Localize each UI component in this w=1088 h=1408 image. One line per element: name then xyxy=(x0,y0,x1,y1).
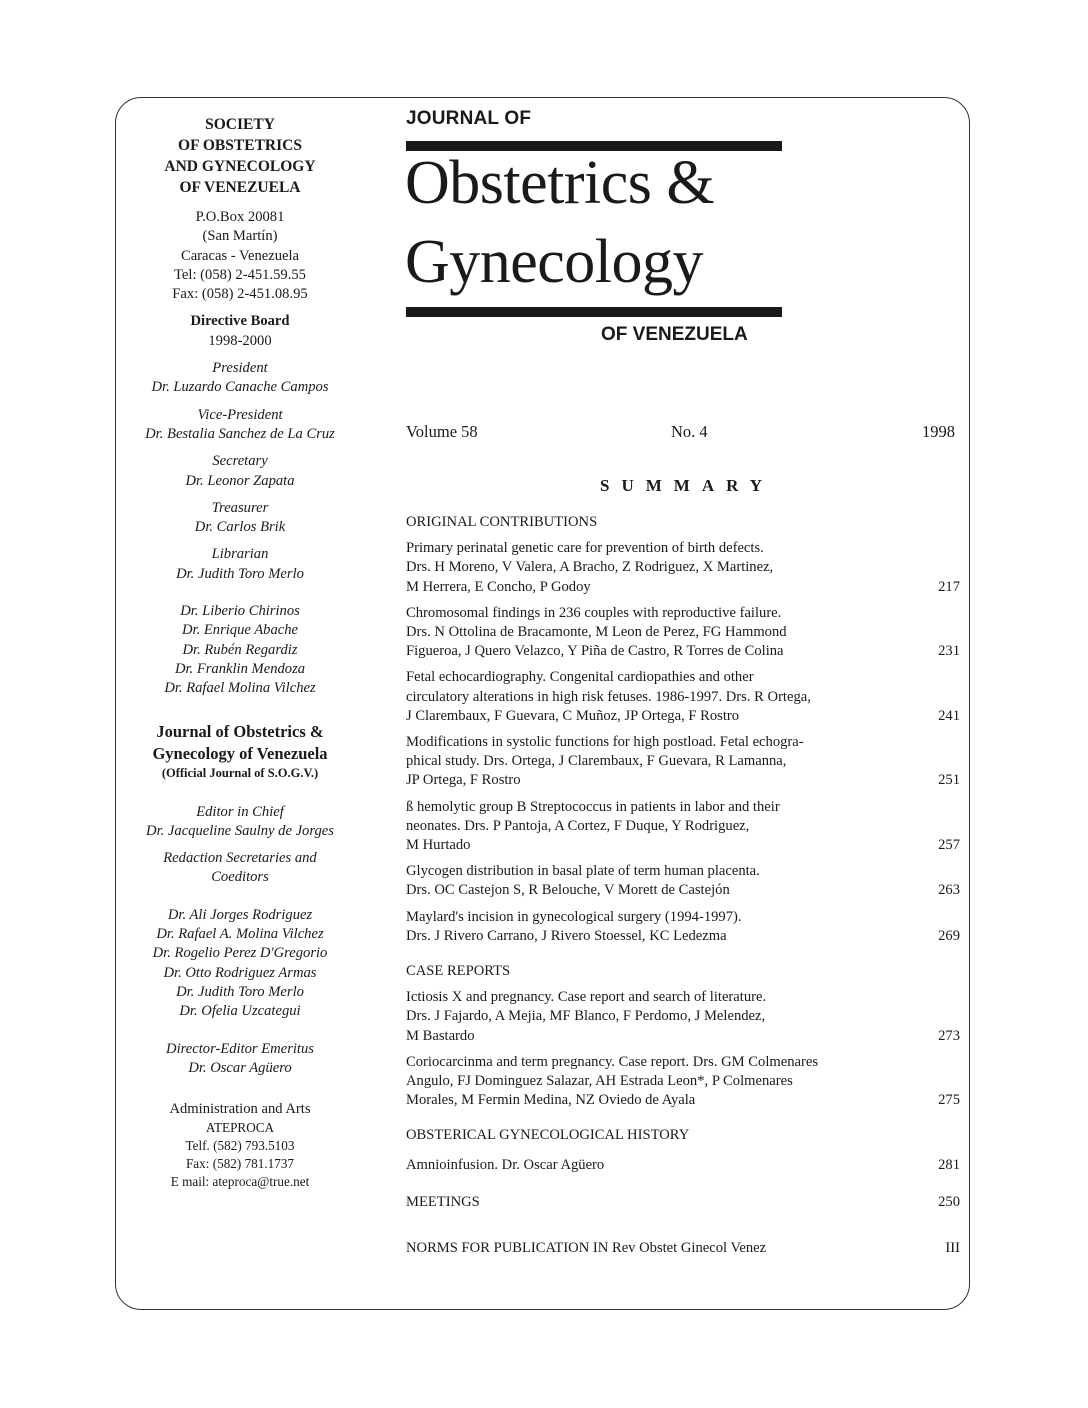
journal-official-title: Journal of Obstetrics & Gynecology of Venezuela (Official Journal of S.O.G.V.) xyxy=(152,721,328,780)
directive-board: Directive Board 1998-2000 xyxy=(190,313,290,349)
issue-number: No. 4 xyxy=(671,422,708,441)
toc-entry[interactable]: Maylard's incision in gynecological surgery (1994-1997). Drs. J Rivero Carrano, J Rivero Stoessel, KC Ledezma 269 xyxy=(406,908,960,946)
section-heading-history: OBSTERICAL GYNECOLOGICAL HISTORY xyxy=(406,1127,690,1144)
redaction-secretaries: Redaction Secretaries and Coeditors xyxy=(163,850,317,886)
officer-treasurer: Treasurer Dr. Carlos Brik xyxy=(194,499,286,536)
toc-page-number: 231 xyxy=(938,643,960,660)
director-editor-emeritus: Director-Editor Emeritus Dr. Oscar Agüero xyxy=(166,1040,314,1076)
toc-page-number: 275 xyxy=(938,1092,960,1109)
administration-block: Administration and Arts ATEPROCA Telf. (582) 793.5103 Fax: (582) 781.1737 E mail: ateproca@true.net xyxy=(169,1101,311,1190)
toc-page-number: 217 xyxy=(938,578,960,595)
toc-page-number: 250 xyxy=(938,1193,960,1210)
toc-page-number: 273 xyxy=(938,1027,960,1044)
toc-page-number: 263 xyxy=(938,882,960,899)
toc-page-number: 257 xyxy=(938,837,960,854)
toc-page-number: 269 xyxy=(938,927,960,944)
toc-entry-norms[interactable]: NORMS FOR PUBLICATION IN Rev Obstet Ginecol Venez III xyxy=(406,1239,960,1258)
editor-in-chief: Editor in Chief Dr. Jacqueline Saulny de Jorges xyxy=(146,803,334,839)
masthead-title-line1: Obstetrics & xyxy=(405,149,715,217)
coeditors-list: Dr. Ali Jorges Rodriguez Dr. Rafael A. Molina Vilchez Dr. Rogelio Perez D'Gregorio Dr. Otto Rodriguez Armas Dr. Judith Toro Merlo Dr. Ofelia Uzcategui xyxy=(152,906,328,1020)
section-heading-case-reports: CASE REPORTS xyxy=(406,963,511,980)
toc-entry[interactable]: Modifications in systolic functions for high postload. Fetal echogra- phical study. Drs. Ortega, J Clarembaux, F Guevara, R Lamanna, JP Ortega, F Rostro 251 xyxy=(406,733,960,791)
toc-page-number: III xyxy=(945,1240,960,1257)
toc-page-number: 251 xyxy=(938,772,960,789)
toc-entry[interactable]: Chromosomal findings in 236 couples with reproductive failure. Drs. N Ottolina de Bracamonte, M Leon de Perez, FG Hammond Figueroa, J Quero Velazco, Y Piña de Castro, R Torres de Colina 231 xyxy=(406,604,960,662)
officer-vice-president: Vice-President Dr. Bestalia Sanchez de La Cruz xyxy=(145,406,335,442)
table-of-contents xyxy=(406,513,960,1258)
toc-entry[interactable]: Amnioinfusion. Dr. Oscar Agüero 281 xyxy=(406,1156,960,1175)
toc-entry[interactable]: Primary perinatal genetic care for prevention of birth defects. Drs. H Moreno, V Valera, A Bracho, Z Rodriguez, X Martinez, M Herrera, E Concho, P Godoy 217 xyxy=(406,539,960,597)
masthead-rule-bottom xyxy=(406,307,782,317)
masthead-sidebar xyxy=(118,114,362,1191)
masthead-of-venezuela: OF VENEZUELA xyxy=(601,324,748,345)
toc-page-number: 281 xyxy=(938,1156,960,1173)
officer-librarian: Librarian Dr. Judith Toro Merlo xyxy=(176,546,304,582)
toc-entry[interactable]: Ictiosis X and pregnancy. Case report and search of literature. Drs. J Fajardo, A Mejia, MF Blanco, F Perdomo, J Melendez, M Bastardo 273 xyxy=(406,988,960,1046)
board-members: Dr. Liberio Chirinos Dr. Enrique Abache Dr. Rubén Regardiz Dr. Franklin Mendoza Dr. Rafael Molina Vilchez xyxy=(164,603,316,697)
society-name: SOCIETY OF OBSTETRICS AND GYNECOLOGY OF VENEZUELA xyxy=(164,116,316,196)
society-address: P.O.Box 20081 (San Martín) Caracas - Venezuela Tel: (058) 2-451.59.55 Fax: (058) 2-451.08.95 xyxy=(172,209,308,303)
masthead-journal-of: JOURNAL OF xyxy=(406,108,532,129)
toc-entry-meetings[interactable]: MEETINGS 250 xyxy=(406,1193,960,1212)
officer-president: President Dr. Luzardo Canache Campos xyxy=(151,360,329,396)
section-heading-original: ORIGINAL CONTRIBUTIONS xyxy=(406,514,598,530)
toc-page-number: 241 xyxy=(938,707,960,724)
summary-heading: SUMMARY xyxy=(600,476,775,495)
toc-entry[interactable]: Glycogen distribution in basal plate of term human placenta. Drs. OC Castejon S, R Belouche, V Morett de Castejón 263 xyxy=(406,862,960,900)
toc-entry[interactable]: Coriocarcinma and term pregnancy. Case report. Drs. GM Colmenares Angulo, FJ Dominguez Salazar, AH Estrada Leon*, P Colmenares Morales, M Fermin Medina, NZ Oviedo de Ayala 275 xyxy=(406,1053,960,1111)
toc-entry[interactable]: ß hemolytic group B Streptococcus in patients in labor and their neonates. Drs. P Pantoja, A Cortez, F Duque, Y Rodriguez, M Hurtado 257 xyxy=(406,798,960,856)
masthead-title-line2: Gynecology xyxy=(405,228,704,296)
issue-volume: Volume 58 xyxy=(406,422,478,441)
officer-secretary: Secretary Dr. Leonor Zapata xyxy=(185,453,295,489)
issue-year: 1998 xyxy=(922,422,955,441)
toc-entry[interactable]: Fetal echocardiography. Congenital cardiopathies and other circulatory alterations in high risk fetuses. 1986-1997. Drs. R Ortega, J Clarembaux, F Guevara, C Muñoz, JP Ortega, F Rostro 241 xyxy=(406,668,960,726)
